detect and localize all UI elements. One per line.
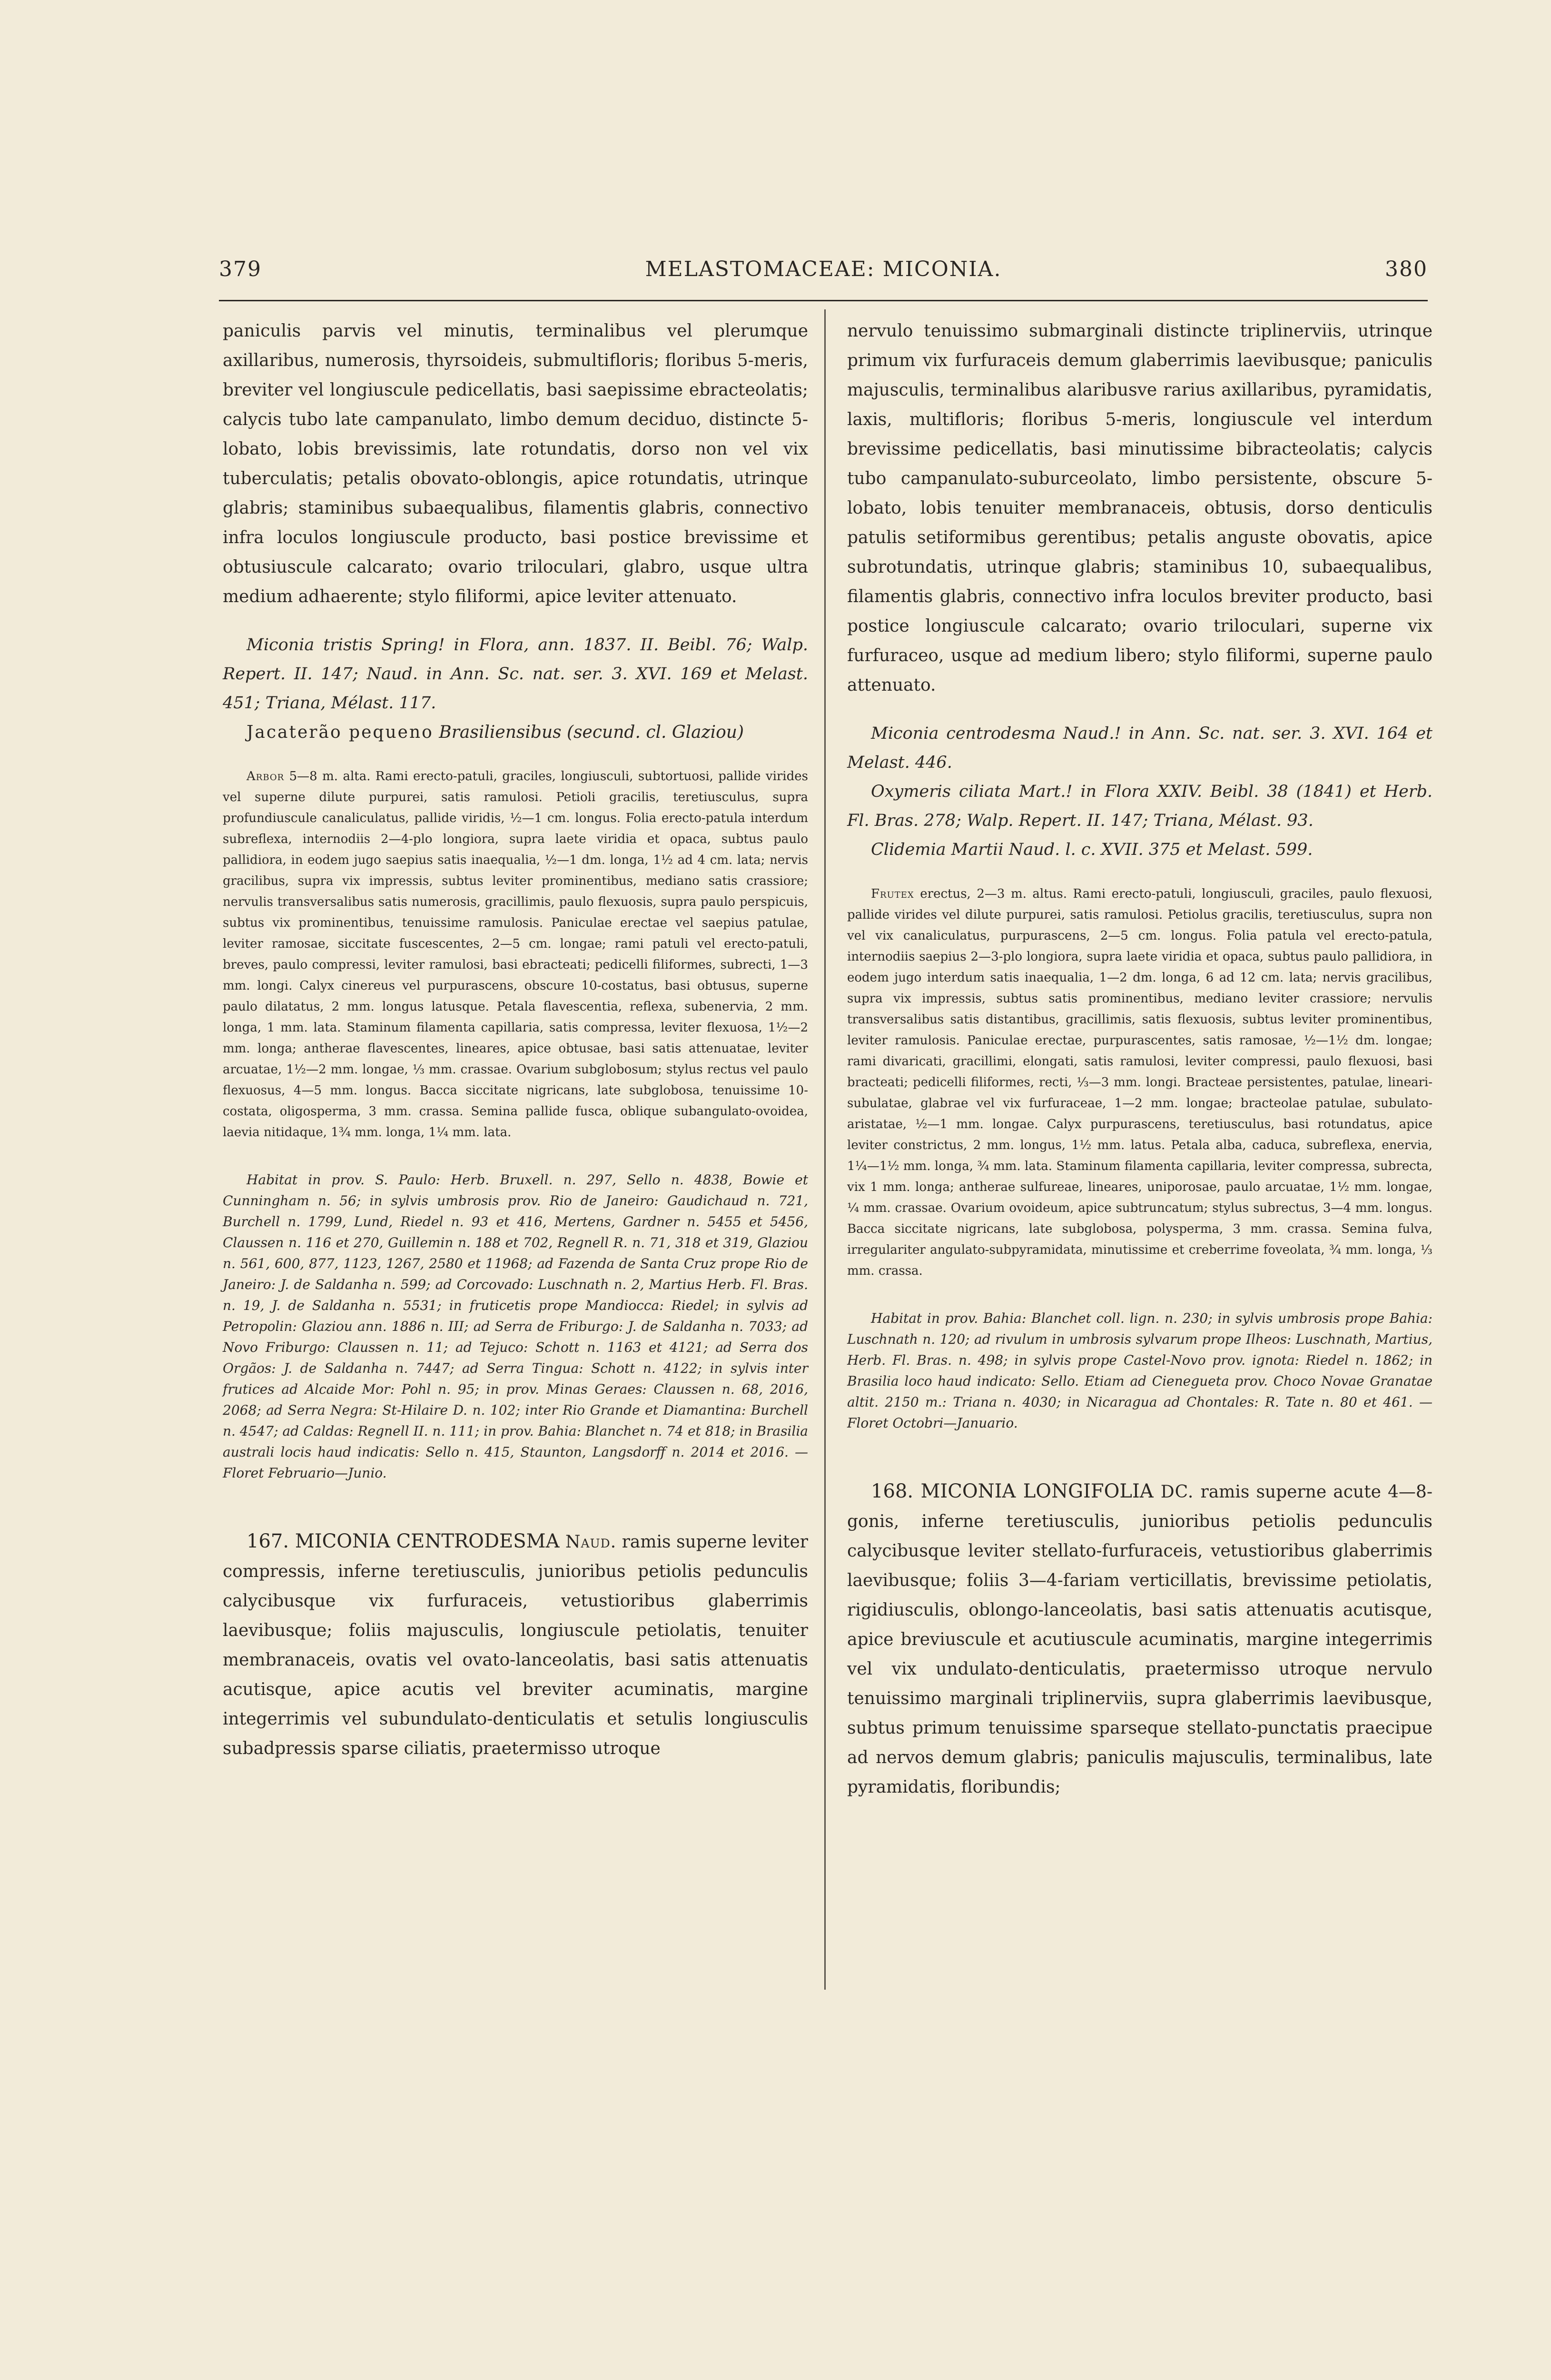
species-168-text: ramis superne acute 4—8-gonis, inferne teretiusculis, junioribus petiolis pedunculis calycibusque leviter stellato-furfuraceis, vetustioribus glaberrimis laevibusque; foliis 3—4-fariam verticillatis, brevissime petiolatis, rigidiusculis, oblongo-lanceolatis, basi satis attenuatis acutisque, apice breviuscule et acutiuscule acuminatis, margine integerrimis vel vix undulato-denticulatis, praetermisso utroque nervulo tenuissimo marginali triplinerviis, supra glaberrimis laevibusque, subtus primum tenuissime sparseque stellato-punctatis praecipue ad nervos demum glabris; paniculis majusculis, terminalibus, late pyramidatis, floribundis; (847, 1482, 1432, 1797)
frutex-text: erectus, 2—3 m. altus. Rami erecto-patuli, longiusculi, graciles, paulo flexuosi, pallide virides vel dilute purpurei, satis ramulosi. Petiolus gracilis, teretiusculus, supra non vel vix canaliculatus, purpurascens, 2—5 cm. longus. Folia patula vel erecto-patula, internodiis saepius 2—3-plo longiora, supra laete viridia et opaca, subtus paulo pallidiora, in eodem jugo interdum satis inaequalia, 1—2 dm. longa, 6 ad 12 cm. lata; nervis gracilibus, supra vix impressis, subtus satis prominentibus, mediano leviter crassiore; nervulis transversalibus satis distantibus, gracillimis, satis flexuosis, subtus leviter prominentibus, leviter ramulosis. Paniculae erectae, purpurascentes, satis ramosae, ½—1½ dm. longae; rami divaricati, gracillimi, elongati, satis ramulosi, leviter compressi, paulo flexuosi, basi bracteati; pedicelli filiformes, recti, ⅓—3 mm. longi. Bracteae persistentes, patulae, lineari-subulatae, glabrae vel vix furfuraceae, 1—2 mm. longae; bracteolae patulae, subulato-aristatae, ½—1 mm. longae. Calyx purpurascens, teretiusculus, basi rotundatus, apice leviter constrictus, 2 mm. longus, 1½ mm. latus. Petala alba, caduca, subreflexa, enervia, 1¼—1½ mm. longa, ¾ mm. lata. Staminum filamenta capillaria, leviter compressa, subrecta, vix 1 mm. longa; antherae sulfureae, lineares, uniporosae, paulo arcuatae, 1½ mm. longae, ¼ mm. crassae. Ovarium ovoideum, apice subtruncatum; stylus subrectus, 3—4 mm. longus. Bacca siccitate nigricans, late subglobosa, polysperma, 3 mm. crassa. Semina fulva, irregulariter angulato-subpyramidata, minutissime et creberrime foveolata, ¾ mm. longa, ⅓ mm. crassa. (847, 887, 1432, 1278)
arbor-label: Arbor (247, 769, 285, 783)
habitat-166: Habitat in prov. S. Paulo: Herb. Bruxell. n. 297, Sello n. 4838, Bowie et Cunningham n. 56; in sylvis umbrosis prov. Rio de Janeiro: Gaudichaud n. 721, Burchell n. 1799, Lund, Riedel n. 93 et 416, Mertens, Gardner n. 5455 et 5456, Claussen n. 116 et 270, Guillemin n. 188 et 702, Regnell R. n. 71, 318 et 319, Glaziou n. 561, 600, 877, 1123, 1267, 2580 et 11968; ad Fazenda de Santa Cruz prope Rio de Janeiro: J. de Saldanha n. 599; ad Corcovado: Luschnath n. 2, Martius Herb. Fl. Bras. n. 19, J. de Saldanha n. 5531; in fruticetis prope Mandiocca: Riedel; in sylvis ad Petropolin: Glaziou ann. 1886 n. III; ad Serra de Friburgo: J. de Saldanha n. 7033; ad Novo Friburgo: Claussen n. 11; ad Tejuco: Schott n. 1163 et 4121; ad Serra dos Orgãos: J. de Saldanha n. 7447; ad Serra Tingua: Schott n. 4122; in sylvis inter frutices ad Alcaide Mor: Pohl n. 95; in prov. Minas Geraes: Claussen n. 68, 2016, 2068; ad Serra Negra: St-Hilaire D. n. 102; inter Rio Grande et Diamantina: Burchell n. 4547; ad Caldas: Regnell II. n. 111; in prov. Bahia: Blanchet n. 74 et 818; in Brasilia australi locis haud indicatis: Sello n. 415, Staunton, Langsdorff n. 2014 et 2016. — Floret Februario—Junio. (223, 1172, 808, 1481)
description-166-continued: paniculis parvis vel minutis, terminalibus vel plerumque axillaribus, numerosis, thyrsoideis, submultifloris; floribus 5-meris, breviter vel longiuscule pedicellatis, basi saepissime ebracteolatis; calycis tubo late campanulato, limbo demum deciduo, distincte 5-lobato, lobis brevissimis, late rotundatis, dorso non vel vix tuberculatis; petalis obovato-oblongis, apice rotundatis, utrinque glabris; staminibus subaequalibus, filamentis glabris, connectivo infra loculos longiuscule producto, basi postice brevissime et obtusiuscule calcarato; ovario triloculari, glabro, usque ultra medium adhaerente; stylo filiformi, apice leviter attenuato. (223, 321, 808, 606)
species-167-author: Naud. (559, 1532, 617, 1552)
column-divider (824, 309, 826, 1990)
detailed-description-166 (223, 766, 808, 1143)
detailed-description-167 (847, 883, 1432, 1281)
synonymy-166: Miconia tristis Spring! in Flora, ann. 1837. II. Beibl. 76; Walp. Repert. II. 147; Naud. in Ann. Sc. nat. ser. 3. XVI. 169 et Melast. 451; Triana, Mélast. 117. (223, 635, 808, 713)
species-168-author: DC. (1153, 1482, 1194, 1502)
species-168-description (847, 1477, 1432, 1802)
species-167-heading: 167. MICONIA CENTRODESMA (247, 1530, 560, 1552)
vernacular-source: Brasiliensibus (secund. cl. Glaziou) (433, 723, 744, 742)
species-167-description (223, 1527, 808, 1764)
species-168-heading: 168. MICONIA LONGIFOLIA (871, 1480, 1154, 1502)
page-number-left: 379 (219, 257, 262, 281)
species-167-text: ramis superne leviter compressis, inferne teretiusculis, junioribus petiolis pedunculis calycibusque vix furfuraceis, vetustioribus glaberrimis laevibusque; foliis majusculis, longiuscule petiolatis, tenuiter membranaceis, ovatis vel ovato-lanceolatis, basi satis attenuatis acutisque, apice acutis vel breviter acuminatis, margine integerrimis vel subundulato-denticulatis et setulis longiusculis subadpressis sparse ciliatis, praetermisso utroque (223, 1532, 808, 1758)
habitat-167: Habitat in prov. Bahia: Blanchet coll. lign. n. 230; in sylvis umbrosis prope Bahia: Luschnath n. 120; ad rivulum in umbrosis sylvarum prope Ilheos: Luschnath, Martius, Herb. Fl. Bras. n. 498; in sylvis prope Castel-Novo prov. ignota: Riedel n. 1862; in Brasilia loco haud indicato: Sello. Etiam ad Cienegueta prov. Choco Novae Granatae altit. 2150 m.: Triana n. 4030; in Nicaragua ad Chontales: R. Tate n. 80 et 461. — Floret Octobri—Januario. (847, 1310, 1432, 1431)
arbor-text: 5—8 m. alta. Rami erecto-patuli, graciles, longiusculi, subtortuosi, pallide virides vel superne dilute purpurei, satis ramulosi. Petioli gracilis, teretiusculus, supra profundiuscule canaliculatus, pallide viridis, ½—1 cm. longus. Folia erecto-patula interdum subreflexa, internodiis 2—4-plo longiora, supra laete viridia et opaca, subtus paulo pallidiora, in eodem jugo saepius satis inaequalia, ½—1 dm. longa, 1½ ad 4 cm. lata; nervis gracilibus, supra vix impressis, subtus leviter prominentibus, mediano satis crassiore; nervulis transversalibus satis numerosis, gracillimis, paulo flexuosis, supra paulo perspicuis, subtus vix prominentibus, tenuissime ramulosis. Paniculae erectae vel saepius patulae, leviter ramosae, siccitate fuscescentes, 2—5 cm. longae; rami patuli vel erecto-patuli, breves, paulo compressi, leviter ramulosi, basi ebracteati; pedicelli filiformes, subrecti, 1—3 mm. longi. Calyx cinereus vel purpurascens, obscure 10-costatus, basi obtusus, superne paulo dilatatus, 2 mm. longus latusque. Petala flavescentia, reflexa, subenervia, 2 mm. longa, 1 mm. lata. Staminum filamenta capillaria, satis compressa, leviter flexuosa, 1½—2 mm. longa; antherae flavescentes, lineares, apice obtusae, basi satis attenuatae, leviter arcuatae, 1½—2 mm. longae, ⅓ mm. crassae. Ovarium subglobosum; stylus rectus vel paulo flexuosus, 4—5 mm. longus. Bacca siccitate nigricans, late subglobosa, tenuissime 10-costata, oligosperma, 3 mm. crassa. Semina pallide fusca, oblique subangulato-ovoidea, laevia nitidaque, 1¾ mm. longa, 1¼ mm. lata. (223, 769, 808, 1140)
page-header (219, 257, 1428, 290)
running-title: MELASTOMACEAE: MICONIA. (645, 257, 1002, 281)
synonymy-167-c: Clidemia Martii Naud. l. c. XVII. 375 et Melast. 599. (871, 840, 1313, 859)
left-column (223, 317, 808, 1764)
vernacular-name: Jacaterão pequeno (247, 723, 434, 742)
header-rule (219, 300, 1428, 301)
description-167-continued: nervulo tenuissimo submarginali distincte triplinerviis, utrinque primum vix furfuraceis demum glaberrimis laevibusque; paniculis majusculis, terminalibus alaribusve rarius axillaribus, pyramidatis, laxis, multifloris; floribus 5-meris, longiuscule vel interdum brevissime pedicellatis, basi minutissime bibracteolatis; calycis tubo campanulato-suburceolato, limbo persistente, obscure 5-lobato, lobis tenuiter membranaceis, obtusis, dorso denticulis patulis setiformibus gerentibus; petalis anguste obovatis, apice subrotundatis, utrinque glabris; staminibus 10, subaequalibus, filamentis glabris, connectivo infra loculos breviter producto, basi postice longiuscule calcarato; ovario triloculari, superne vix furfuraceo, usque ad medium libero; stylo filiformi, superne paulo attenuato. (847, 321, 1432, 695)
frutex-label: Frutex (871, 887, 914, 901)
right-column (847, 317, 1432, 1802)
synonymy-167-a: Miconia centrodesma Naud.! in Ann. Sc. nat. ser. 3. XVI. 164 et Melast. 446. (847, 724, 1432, 772)
synonymy-167-b: Oxymeris ciliata Mart.! in Flora XXIV. Beibl. 38 (1841) et Herb. Fl. Bras. 278; Walp. Repert. II. 147; Triana, Mélast. 93. (847, 782, 1432, 830)
vernacular-name-166 (223, 718, 808, 747)
page-number-right: 380 (1385, 257, 1428, 281)
